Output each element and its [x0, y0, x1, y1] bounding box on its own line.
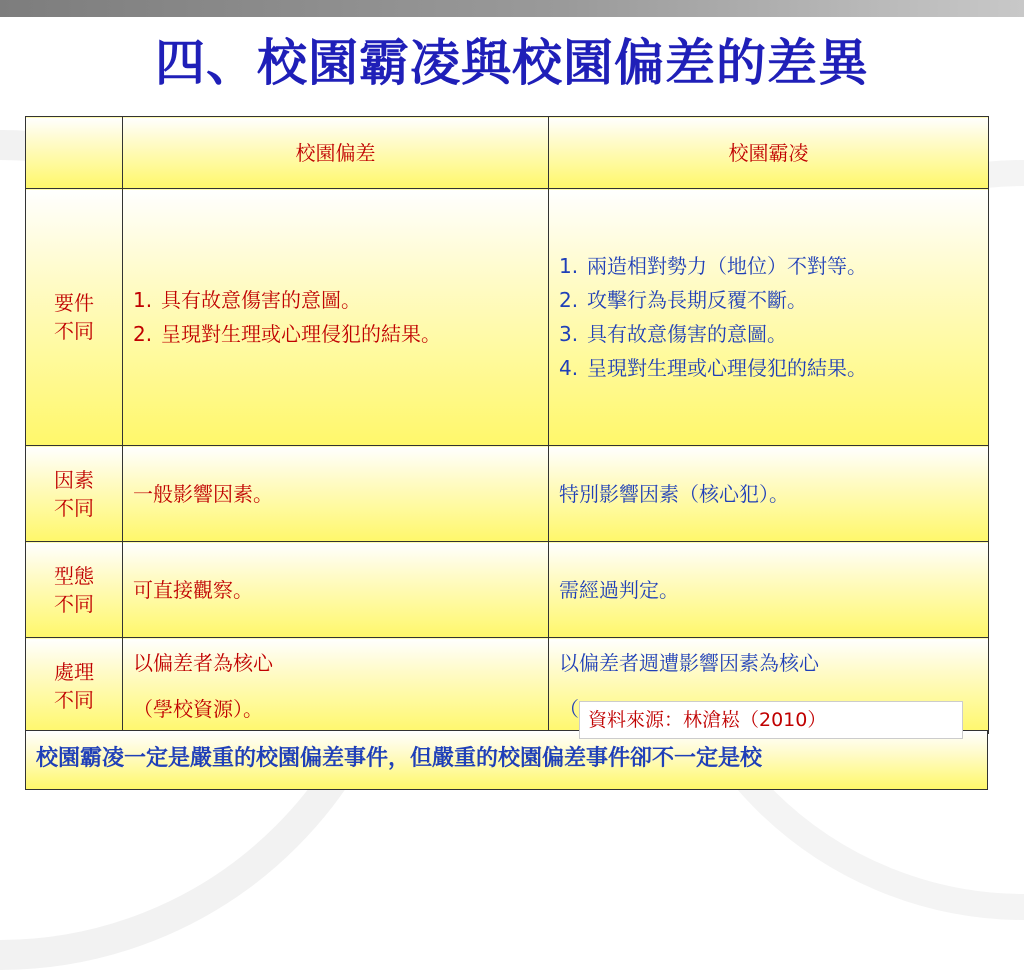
source-citation: 資料來源：林滄崧（2010）: [579, 701, 963, 739]
cell-deviance-form: 可直接觀察。: [123, 542, 549, 638]
row-label-requirements: [26, 189, 123, 446]
row-label-line: 因素: [54, 467, 94, 492]
cell-deviance-factors: 一般影響因素。: [123, 446, 549, 542]
row-label-form: [26, 542, 123, 638]
cell-bullying-form: 需經過判定。: [549, 542, 989, 638]
cell-bullying-requirements: [549, 189, 989, 446]
row-label-line: 不同: [54, 495, 94, 520]
cell-line: 以偏差者為核心: [133, 651, 273, 675]
cell-deviance-requirements: [123, 189, 549, 446]
cell-bullying-factors: 特別影響因素（核心犯）。: [549, 446, 989, 542]
header-empty-cell: [26, 117, 123, 189]
footer-note: 校園霸凌一定是嚴重的校園偏差事件，但嚴重的校園偏差事件卻不一定是校: [25, 730, 988, 790]
row-label-line: 要件: [54, 291, 94, 315]
list-item: 1. 兩造相對勢力（地位）不對等。: [559, 254, 867, 278]
row-label-line: 不同: [54, 319, 94, 343]
list-item: 2. 攻擊行為長期反覆不斷。: [559, 288, 807, 312]
top-bar: [0, 0, 1024, 17]
slide-title: 四、校園霸凌與校園偏差的差異: [155, 33, 869, 92]
row-label-line: 型態: [54, 563, 94, 588]
row-label-line: 不同: [54, 591, 94, 616]
list-item: 2. 呈現對生理或心理侵犯的結果。: [133, 322, 441, 346]
row-label-line: 處理: [54, 659, 94, 684]
row-form: [26, 542, 989, 638]
list-item: 1. 具有故意傷害的意圖。: [133, 288, 361, 312]
comparison-table: [25, 116, 989, 734]
header-bullying: 校園霸凌: [549, 117, 989, 189]
row-label-handling: [26, 638, 123, 734]
cell-line: （學校資源）。: [133, 697, 263, 721]
row-factors: [26, 446, 989, 542]
row-label-factors: [26, 446, 123, 542]
cell-line: 以偏差者週遭影響因素為核心: [559, 651, 819, 675]
list-item: 3. 具有故意傷害的意圖。: [559, 322, 787, 346]
row-label-line: 不同: [54, 687, 94, 712]
cell-line: （: [559, 697, 579, 721]
cell-deviance-handling: [123, 638, 549, 734]
header-row: [26, 117, 989, 189]
header-deviance: 校園偏差: [123, 117, 549, 189]
list-item: 4. 呈現對生理或心理侵犯的結果。: [559, 356, 867, 380]
row-requirements: [26, 189, 989, 446]
